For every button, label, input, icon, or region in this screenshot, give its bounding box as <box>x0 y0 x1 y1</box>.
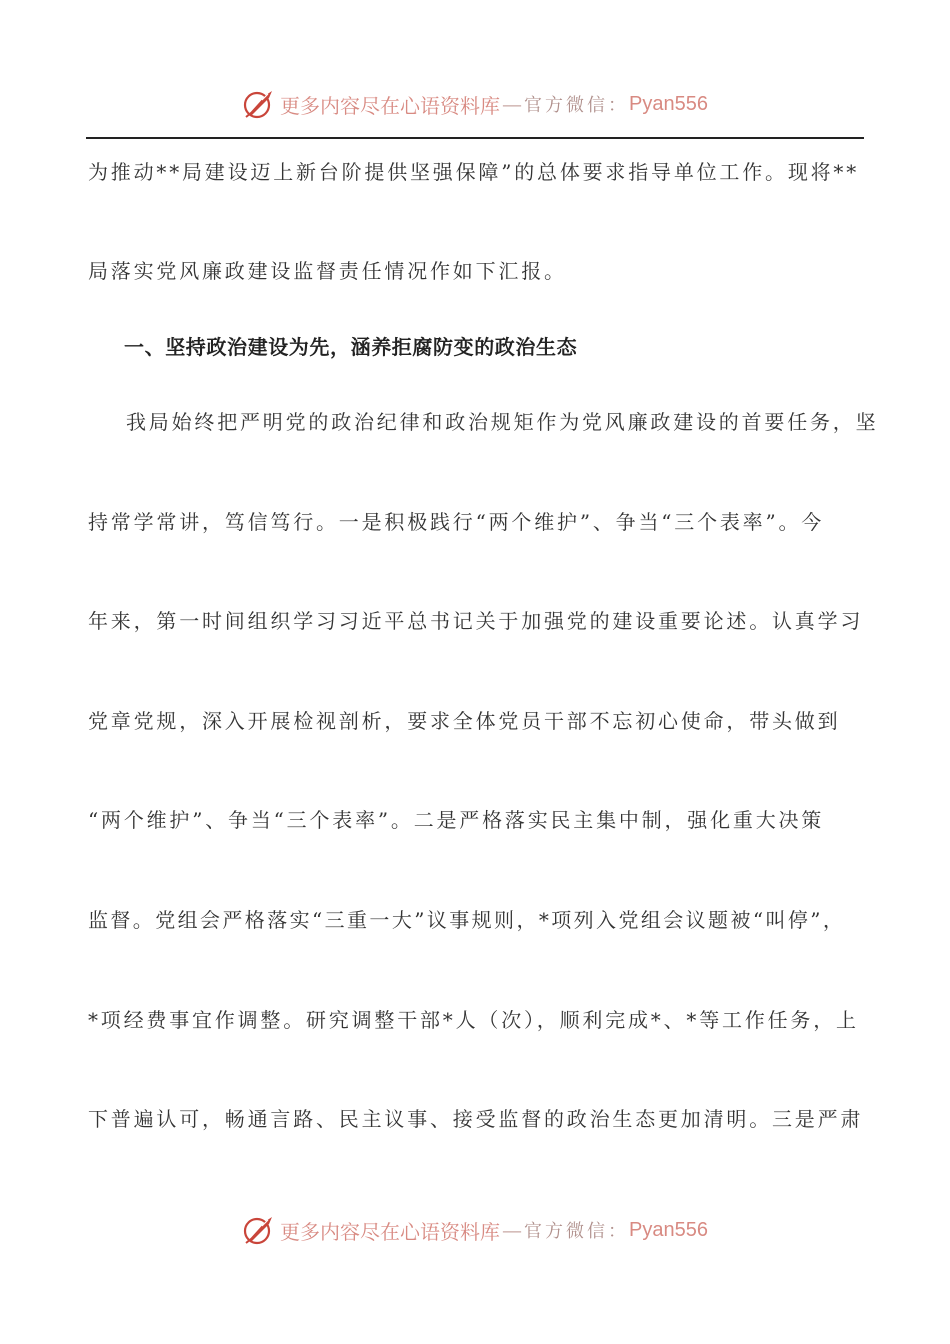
banner-separator: — <box>502 92 523 116</box>
body-line-9: *项经费事宜作调整。研究调整干部*人（次），顺利完成*、*等工作任务，上 <box>88 1008 859 1032</box>
body-line-8: 监督。党组会严格落实“三重一大”议事规则，*项列入党组会议题被“叫停”， <box>88 908 846 932</box>
body-line-2: 局落实党风廉政建设监督责任情况作如下汇报。 <box>88 259 567 283</box>
section-heading-1: 一、坚持政治建设为先，涵养拒腐防变的政治生态 <box>124 335 578 359</box>
body-line-4: 持常学常讲，笃信笃行。一是积极践行“两个维护”、争当“三个表率”。今 <box>88 510 825 534</box>
banner-official-label: 官方微信： <box>524 1221 630 1242</box>
banner-wechat-id: Pyan556 <box>629 1218 708 1241</box>
header-divider <box>86 137 864 139</box>
body-line-3: 我局始终把严明党的政治纪律和政治规矩作为党风廉政建设的首要任务，坚 <box>126 410 879 434</box>
header-banner <box>0 82 950 126</box>
banner-separator: — <box>502 1218 523 1242</box>
body-line-6: 党章党规，深入开展检视剖析，要求全体党员干部不忘初心使命，带头做到 <box>88 709 841 733</box>
body-line-1: 为推动**局建设迈上新台阶提供坚强保障”的总体要求指导单位工作。现将** <box>88 160 860 184</box>
banner-main-text: 更多内容尽在心语资料库 <box>280 1219 501 1244</box>
body-line-7: “两个维护”、争当“三个表率”。二是严格落实民主集中制，强化重大决策 <box>88 808 825 832</box>
banner-wechat-id: Pyan556 <box>629 92 708 115</box>
body-line-5: 年来，第一时间组织学习习近平总书记关于加强党的建设重要论述。认真学习 <box>88 609 864 633</box>
body-line-10: 下普遍认可，畅通言路、民主议事、接受监督的政治生态更加清明。三是严肃 <box>88 1107 864 1131</box>
footer-banner <box>0 1208 950 1252</box>
quill-pen-logo-icon <box>242 87 276 121</box>
banner-official-label: 官方微信： <box>524 95 630 116</box>
banner-main-text: 更多内容尽在心语资料库 <box>280 93 501 118</box>
quill-pen-logo-icon <box>242 1213 276 1247</box>
